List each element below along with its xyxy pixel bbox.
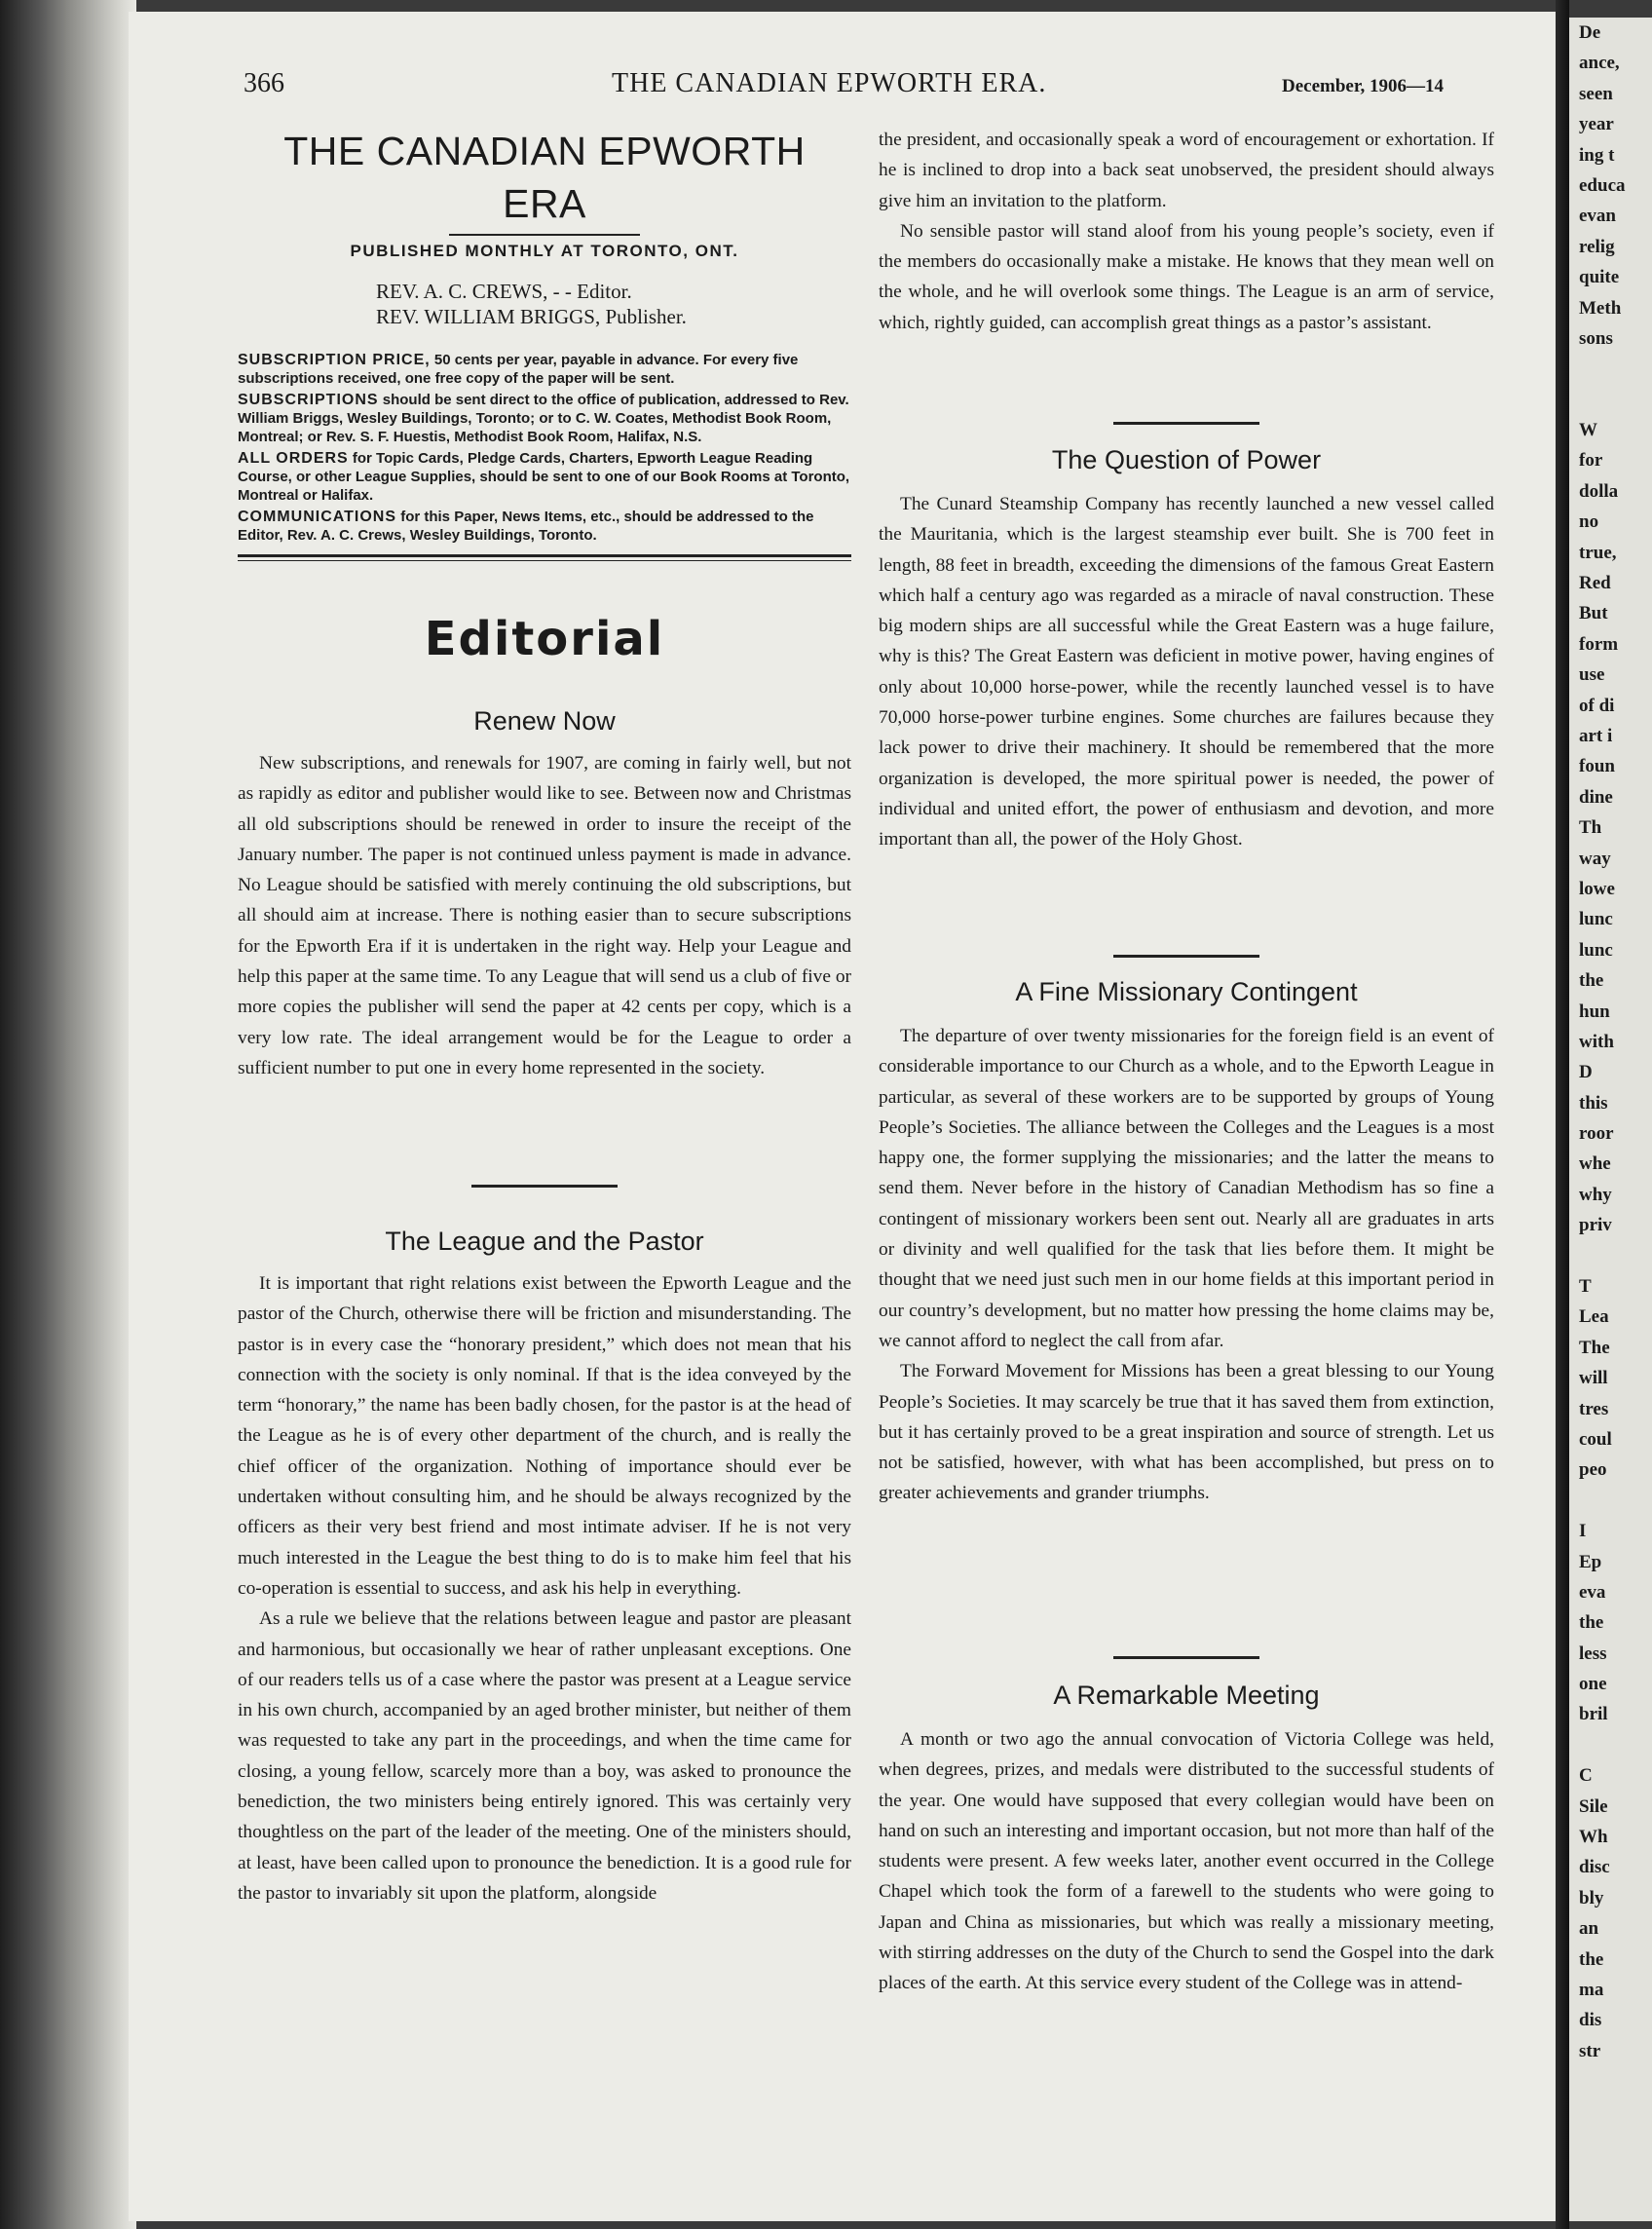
next-page-fragment: W [1579,420,1597,441]
next-page-fragment: bril [1579,1704,1608,1725]
info-text: for this Paper, News Items, etc., should be addressed to the Editor, Rev. A. C. Crews, Wesley Buildings, Toronto. [238,509,814,544]
info-item [238,351,851,388]
info-item [238,449,851,505]
next-page-fragment: Wh [1579,1827,1608,1848]
next-page-fragment: ance, [1579,53,1620,74]
article-paragraph: No sensible pastor will stand aloof from his young people’s society, even if the members do occasionally make a mistake. He knows that they mean well on the whole, and he will overlook some things. The League is an arm of service, which, rightly guided, can accomplish great things as a pastor’s assistant. [879,220,1494,333]
next-page-fragment: dis [1579,2010,1602,2031]
next-page-fragment: D [1579,1062,1593,1083]
info-text: for Topic Cards, Pledge Cards, Charters, Epworth League Reading Course, or other League Supplies, should be sent to one of our Book Rooms at Toronto, Montreal or Halifax. [238,450,850,504]
next-page-fragment: C [1579,1765,1593,1787]
article-paragraph: A month or two ago the annual convocation of Victoria College was held, when degrees, prizes, and medals were distributed to the successful students of the year. One would have supposed that every collegian would have been on hand on such an interesting and important occasion, but not more than half of the students were present. A few weeks later, another event occurred in the College Chapel which took the form of a farewell to the students who were going to Japan and China as missionaries, but which was really a missionary meeting, with stirring addresses on the duty of the Church to send the Gospel into the dark places of the earth. At this service every student of the College was in attend- [879,1729,1494,1994]
masthead-title: THE CANADIAN EPWORTH ERA [283,129,806,226]
next-page-fragment: bly [1579,1887,1604,1908]
next-page-fragment: the [1579,970,1604,992]
next-page-fragment: whe [1579,1153,1611,1175]
next-page-fragment: seen [1579,83,1613,104]
next-page-fragment: lunc [1579,909,1613,930]
next-page-fragment: sons [1579,327,1613,349]
next-page-fragment: lowe [1579,878,1615,899]
article-pastor-continued [879,125,1494,338]
next-page-fragment: tres [1579,1398,1609,1419]
next-page-fragment: The [1579,1337,1610,1358]
next-page-fragment: coul [1579,1428,1612,1450]
next-page-fragment: I [1579,1521,1587,1542]
article-paragraph: The departure of over twenty missionaries for the foreign field is an event of considerable importance to our Church as a whole, and to the Epworth League in particular, as several of these workers are to be supported by groups of Young People’s Societies. The alliance between the Colleges and the Leagues is a most happy one, the former supplying the missionaries; and the latter the means to send them. Never before in the history of Canadian Methodism has so fine a contingent of missionary workers been sent out. Nearly all are graduates in arts or divinity and well qualified for the task that lies before them. It might be thought that we need just such men in our home fields at this important period in our country’s development, but no matter how pressing the home claims may be, we cannot afford to neglect the call from afar. [879,1026,1494,1351]
next-page-fragment: ma [1579,1980,1604,2000]
next-page-fragment: eva [1579,1581,1606,1603]
article-heading: A Fine Missionary Contingent [1015,977,1358,1006]
info-text: should be sent direct to the office of publication, addressed to Rev. William Briggs, Wesley Buildings, Toronto; or to C. W. Coates, Methodist Book Room, Montreal; or Rev. S. F. Huestis, Methodist Book Room, Halifax, N.S. [238,392,849,445]
next-page-fragment: disc [1579,1857,1610,1878]
next-page-fragment [1579,1486,1652,1516]
next-page-fragment: use [1579,664,1605,686]
next-page-fragment: why [1579,1184,1612,1205]
next-page-fragment: form [1579,633,1619,655]
article-paragraph: It is important that right relations exist between the Epworth League and the pastor of the Church, otherwise there will be friction and misunderstanding. The pastor is in every case the “honorary president,” which does not mean that his connection with the society is only nominal. If that is the idea conveyed by the term “honorary,” the name has been badly chosen, for the pastor is at the head of the League as he is of every other department of the church, and is really the chief officer of the organization. Nothing of importance should ever be undertaken without consulting him, and he should be always recognized by the officers as their very best friend and most intimate adviser. If he is not very much interested in the League the best thing to do is to make him feel that his co-operation is essential to success, and ask his help in everything. [238,1273,851,1599]
article-renew [238,703,851,1083]
section-separator [1113,955,1259,958]
next-page-fragment [1579,1730,1652,1760]
info-item [238,391,851,446]
next-page-fragment: foun [1579,756,1615,777]
next-page-fragment: hun [1579,1001,1610,1022]
next-page-edge [1569,18,1652,2221]
next-page-fragment [1579,385,1652,415]
next-page-fragment: Meth [1579,297,1622,319]
article-power [879,442,1494,855]
next-page-fragment: dine [1579,786,1613,808]
next-page-fragment: Ep [1579,1551,1602,1572]
next-page-fragment: evan [1579,206,1616,227]
article-heading: The League and the Pastor [385,1227,704,1256]
next-page-fragment: str [1579,2040,1601,2061]
next-page-fragment: with [1579,1031,1614,1052]
next-page-text [1579,18,1652,2066]
publisher-line: REV. WILLIAM BRIGGS, Publisher. [376,305,687,328]
next-page-fragment: true, [1579,542,1617,563]
masthead [238,125,851,561]
next-page-fragment: Sile [1579,1795,1608,1817]
info-lead: COMMUNICATIONS [238,509,397,525]
next-page-fragment: De [1579,22,1601,43]
section-title: Editorial [424,612,665,666]
article-paragraph-continued: the president, and occasionally speak a word of encouragement or exhortation. If he is inclined to drop into a back seat unobserved, the president should always give him an invitation to the platform. [879,130,1494,211]
article-heading: The Question of Power [1051,445,1322,474]
next-page-fragment: one [1579,1674,1607,1695]
section-separator [1113,422,1259,425]
issue-date: December, 1906—14 [1282,76,1445,96]
next-page-fragment [1579,354,1652,384]
article-paragraph: As a rule we believe that the relations between league and pastor are pleasant and harmonious, but occasionally we hear of rather unpleasant exceptions. One of our readers tells us of a case where the pastor was present at a League service in his own church, accompanied by an aged brother minister, but neither of them was requested to take any part in the proceedings, and when the time came for closing, a young fellow, scarcely more than a boy, was asked to pronounce the benediction, the two ministers being entirely ignored. This was certainly very thoughtless on the part of the leader of the meeting. One of the ministers should, at least, have been called upon to pronounce the benediction. It is a good rule for the pastor to invariably sit upon the platform, alongside [238,1608,851,1904]
next-page-fragment: relig [1579,236,1615,257]
next-page-fragment: less [1579,1643,1607,1664]
next-page-fragment: lunc [1579,939,1613,961]
info-item [238,508,851,545]
next-page-fragment: T [1579,1276,1592,1298]
info-lead: ALL ORDERS [238,450,349,467]
section-separator [471,1185,618,1188]
next-page-fragment: Th [1579,817,1602,839]
info-text: 50 cents per year, payable in advance. For every five subscriptions received, one free copy of the paper will be sent. [238,352,799,387]
running-title: THE CANADIAN EPWORTH ERA. [612,68,1047,98]
info-lead: SUBSCRIPTIONS [238,392,379,408]
next-page-fragment: Red [1579,573,1611,594]
page-gutter [1556,0,1569,2229]
next-page-fragment: quite [1579,267,1620,288]
masthead-rule [449,234,640,236]
article-meeting [879,1678,1494,1999]
subscription-info [238,351,851,545]
next-page-fragment: roor [1579,1123,1614,1145]
next-page-fragment: educa [1579,174,1626,196]
double-rule [238,554,851,561]
next-page-fragment [1579,1241,1652,1271]
article-paragraph: New subscriptions, and renewals for 1907, are coming in fairly well, but not as rapidly as editor and publisher would like to see. Between now and Christmas all old subscriptions should be renewed in order to insure the receipt of the January number. The paper is not continued unless payment is made in advance. No League should be satisfied with merely continuing the old subscriptions, but all should aim at increase. There is nothing easier than to secure subscriptions for the Epworth Era if it is undertaken in the right way. Help your League and help this paper at the same time. To any League that will send us a club of five or more copies the publisher will send the paper at 42 cents per copy, which is a very low rate. The ideal arrangement would be for the League to order a sufficient number to put one in every home represented in the society. [238,753,851,1078]
next-page-fragment: priv [1579,1215,1612,1236]
article-paragraph: The Forward Movement for Missions has been a great blessing to our Young People’s Societies. It may scarcely be true that it has saved them from extinction, but it has certainly proved to be a great inspiration and source of strength. Let us not be satisfied, however, with what has been accomplished, but press on to greater achievements and grander triumphs. [879,1361,1494,1504]
next-page-fragment: peo [1579,1459,1607,1481]
section-separator [1113,1656,1259,1659]
article-heading: A Remarkable Meeting [1053,1681,1320,1710]
editor-line: REV. A. C. CREWS, - - Editor. [376,280,632,303]
next-page-fragment: the [1579,1612,1604,1634]
next-page-fragment: this [1579,1092,1608,1114]
article-missionary [879,974,1494,1509]
next-page-fragment: the [1579,1948,1604,1970]
next-page-fragment: an [1579,1918,1599,1940]
article-heading: Renew Now [473,706,616,736]
next-page-fragment: for [1579,450,1603,472]
next-page-fragment: year [1579,114,1614,135]
article-pastor [238,1224,851,1908]
next-page-fragment: way [1579,848,1611,869]
next-page-fragment: art i [1579,725,1613,746]
next-page-fragment: Lea [1579,1306,1609,1328]
next-page-fragment: But [1579,603,1608,624]
next-page-fragment: dolla [1579,480,1619,502]
next-page-fragment: no [1579,511,1599,533]
publication-line: PUBLISHED MONTHLY AT TORONTO, ONT. [350,242,739,260]
page-number: 366 [244,68,284,98]
next-page-fragment: will [1579,1368,1608,1389]
next-page-fragment: of di [1579,695,1615,716]
next-page-fragment: ing t [1579,144,1615,166]
article-paragraph: The Cunard Steamship Company has recently launched a new vessel called the Mauritania, which is the largest steamship ever built. She is 700 feet in length, 88 feet in breadth, exceeding the dimensions of the famous Great Eastern which half a century ago was regarded as a miracle of naval construction. These big modern ships are all successful while the Great Eastern was a huge failure, why is this? The Great Eastern was deficient in motive power, having engines of only about 10,000 horse-power, while the recently launched vessel is to have 70,000 horse-power turbine engines. Some churches are failures because they lack power to drive their machinery. It should be remembered that the more organization is developed, the more spiritual power is needed, the power of individual and united effort, the power of enthusiasm and devotion, and more important than all, the power of the Holy Ghost. [879,494,1494,850]
staff-list [376,279,851,329]
book-binding [0,0,136,2229]
info-lead: SUBSCRIPTION PRICE, [238,352,431,368]
